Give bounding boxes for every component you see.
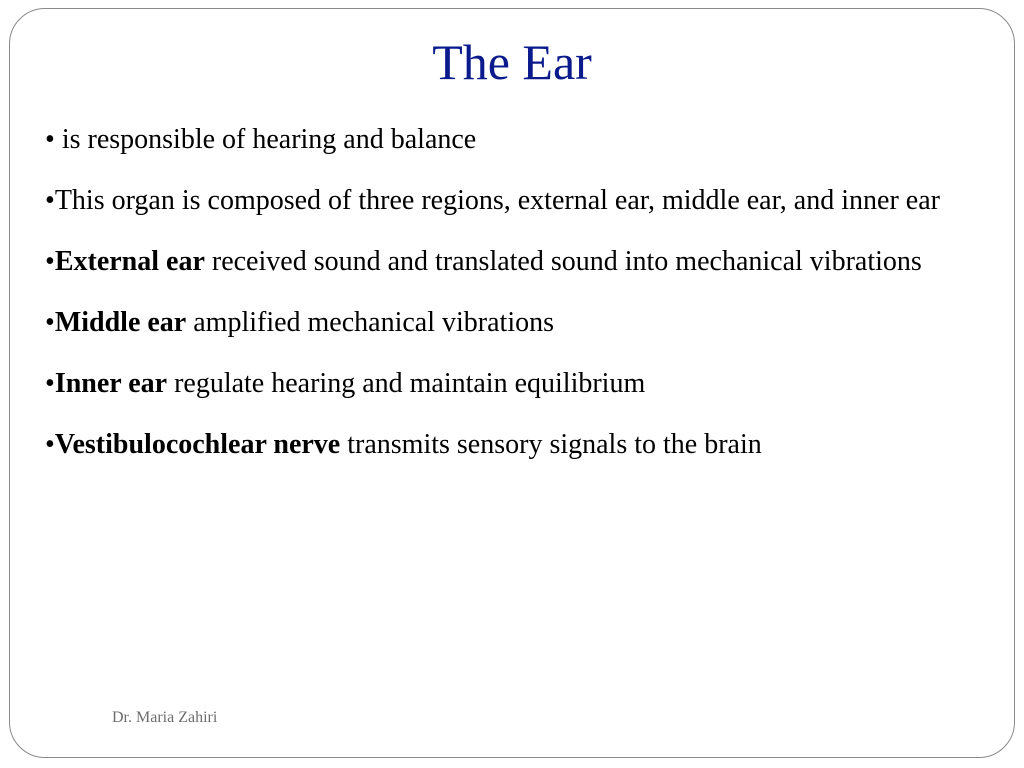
footer-author: Dr. Maria Zahiri <box>112 709 218 726</box>
bullet-text: amplified mechanical vibrations <box>186 307 554 338</box>
bullet-term: Inner ear <box>54 368 168 399</box>
bullet-text: transmits sensory signals to the brain <box>340 429 762 460</box>
bullet-marker: • <box>45 368 55 399</box>
bullet-item <box>45 242 980 282</box>
bullet-marker: • <box>45 307 55 338</box>
bullet-marker: • <box>45 124 62 155</box>
bullet-text: regulate hearing and maintain equilibrium <box>167 368 646 399</box>
bullet-item <box>45 303 980 343</box>
bullet-text: is responsible of hearing and balance <box>61 124 477 155</box>
bullet-list <box>45 120 980 486</box>
bullet-marker: • <box>45 185 55 216</box>
bullet-text: received sound and translated sound into mechanical vibrations <box>204 246 922 277</box>
bullet-item <box>45 364 980 404</box>
bullet-marker: • <box>45 246 55 277</box>
bullet-term: Middle ear <box>54 307 187 338</box>
bullet-item <box>45 181 980 221</box>
bullet-item <box>45 120 980 160</box>
bullet-marker: • <box>45 429 55 460</box>
bullet-text: This organ is composed of three regions, external ear, middle ear, and inner ear <box>54 185 940 216</box>
bullet-item <box>45 425 980 465</box>
bullet-term: External ear <box>54 246 205 277</box>
slide-title: The Ear <box>432 34 592 90</box>
bullet-term: Vestibulocochlear nerve <box>54 429 341 460</box>
